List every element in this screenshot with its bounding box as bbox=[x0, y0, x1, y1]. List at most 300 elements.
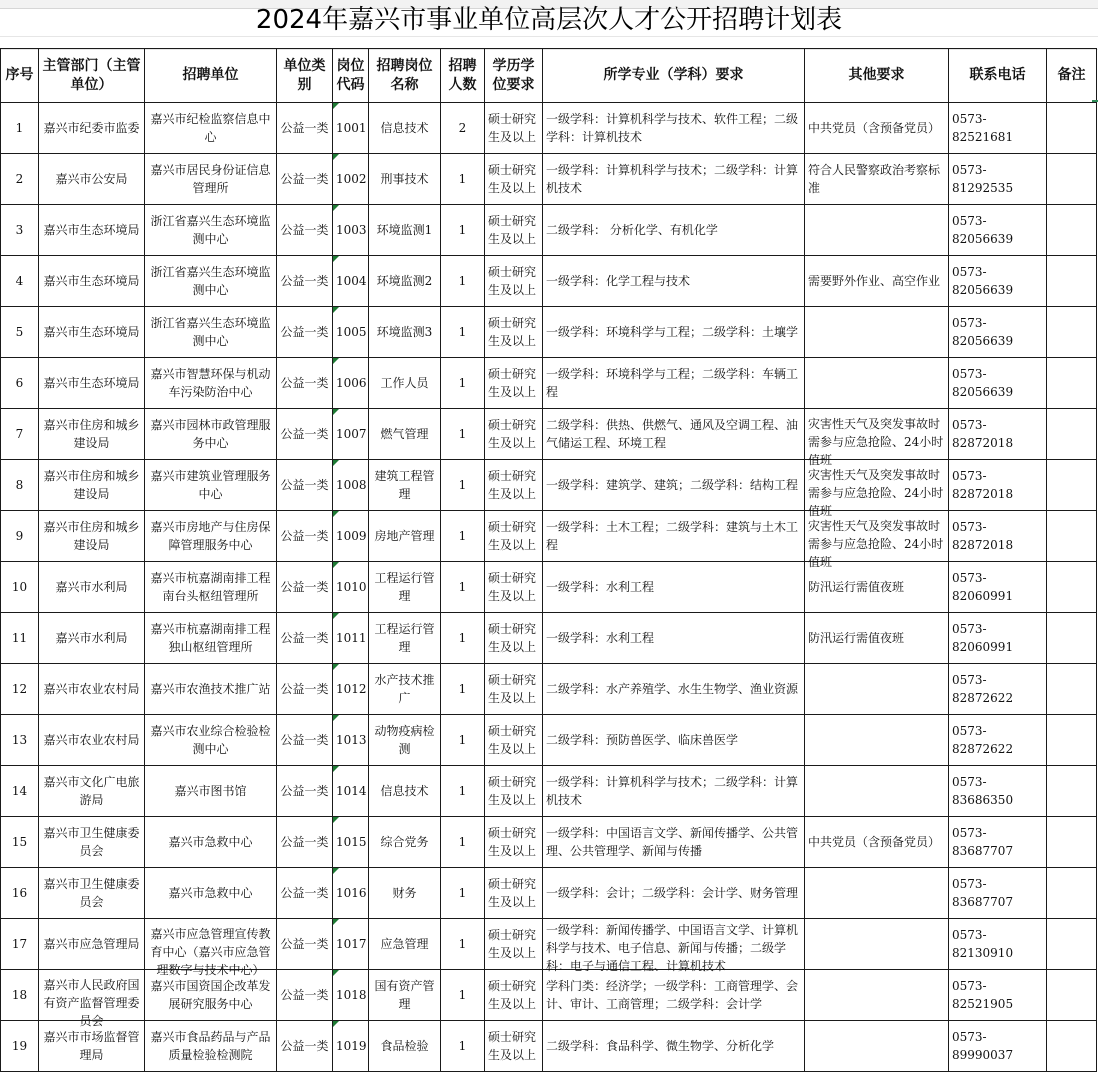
cell-major[interactable] bbox=[543, 970, 805, 1021]
cell-type[interactable] bbox=[277, 970, 333, 1021]
cell-major-text: 一级学科：环境科学与工程；二级学科：车辆工程 bbox=[546, 367, 799, 399]
cell-seq[interactable] bbox=[1, 358, 39, 409]
cell-note[interactable] bbox=[1047, 1021, 1097, 1072]
cell-type[interactable] bbox=[277, 358, 333, 409]
cell-unit[interactable] bbox=[145, 970, 277, 1021]
cell-phone-text: 0573-82872622 bbox=[952, 673, 1014, 705]
header-row bbox=[1, 49, 1097, 103]
cell-code[interactable] bbox=[333, 307, 369, 358]
cell-seq[interactable] bbox=[1, 664, 39, 715]
cell-edu-text: 硕士研究生及以上 bbox=[488, 418, 537, 450]
cell-unit[interactable] bbox=[145, 919, 277, 977]
cell-code[interactable] bbox=[333, 154, 369, 205]
cell-major[interactable] bbox=[543, 154, 805, 205]
cell-note[interactable] bbox=[1047, 205, 1097, 256]
cell-type[interactable] bbox=[277, 1021, 333, 1072]
cell-post[interactable] bbox=[369, 868, 441, 919]
cell-phone[interactable] bbox=[949, 817, 1047, 868]
cell-edu[interactable] bbox=[485, 715, 543, 766]
cell-edu[interactable] bbox=[485, 358, 543, 409]
cell-unit[interactable] bbox=[145, 409, 277, 460]
cell-code-text: 1008 bbox=[336, 478, 367, 492]
cell-code[interactable] bbox=[333, 460, 369, 511]
cell-num[interactable] bbox=[441, 154, 485, 205]
cell-seq[interactable] bbox=[1, 256, 39, 307]
cell-edu-text: 硕士研究生及以上 bbox=[488, 775, 537, 807]
cell-code-text: 1013 bbox=[336, 733, 367, 747]
cell-major[interactable] bbox=[543, 766, 805, 817]
cell-major[interactable] bbox=[543, 817, 805, 868]
header-note[interactable]: 备注 bbox=[1047, 49, 1097, 103]
cell-dept[interactable] bbox=[39, 562, 145, 613]
cell-num[interactable] bbox=[441, 715, 485, 766]
cell-note[interactable] bbox=[1047, 511, 1097, 562]
cell-edu-text: 硕士研究生及以上 bbox=[488, 520, 537, 552]
cell-major[interactable] bbox=[543, 256, 805, 307]
cell-dept[interactable] bbox=[39, 919, 145, 970]
cell-code[interactable] bbox=[333, 103, 369, 154]
cell-edu[interactable] bbox=[485, 1021, 543, 1072]
cell-dept-text: 嘉兴市水利局 bbox=[55, 631, 128, 645]
cell-note[interactable] bbox=[1047, 409, 1097, 460]
cell-code[interactable] bbox=[333, 613, 369, 664]
cell-note[interactable] bbox=[1047, 664, 1097, 715]
cell-edu[interactable] bbox=[485, 409, 543, 460]
cell-code[interactable] bbox=[333, 766, 369, 817]
cell-phone[interactable] bbox=[949, 358, 1047, 409]
cell-note[interactable] bbox=[1047, 256, 1097, 307]
cell-num[interactable] bbox=[441, 970, 485, 1021]
cell-phone-text: 0573-82521905 bbox=[952, 979, 1014, 1011]
cell-post[interactable] bbox=[369, 511, 441, 562]
cell-note[interactable] bbox=[1047, 970, 1097, 1021]
cell-unit[interactable] bbox=[145, 256, 277, 307]
header-type[interactable]: 单位类别 bbox=[277, 49, 333, 103]
cell-num[interactable] bbox=[441, 358, 485, 409]
cell-post[interactable] bbox=[369, 766, 441, 817]
cell-other[interactable] bbox=[805, 307, 949, 358]
cell-num[interactable] bbox=[441, 868, 485, 919]
cell-note[interactable] bbox=[1047, 919, 1097, 970]
header-num[interactable]: 招聘人数 bbox=[441, 49, 485, 103]
cell-post[interactable] bbox=[369, 613, 441, 664]
cell-other[interactable] bbox=[805, 766, 949, 817]
cell-major-text: 一级学科：环境科学与工程；二级学科：土壤学 bbox=[546, 325, 799, 339]
cell-edu-text: 硕士研究生及以上 bbox=[488, 469, 537, 501]
cell-seq[interactable] bbox=[1, 766, 39, 817]
cell-unit[interactable] bbox=[145, 1021, 277, 1072]
cell-dept[interactable] bbox=[39, 358, 145, 409]
cell-code[interactable] bbox=[333, 664, 369, 715]
cell-unit-text: 嘉兴市智慧环保与机动车污染防治中心 bbox=[150, 367, 271, 399]
cell-num[interactable] bbox=[441, 307, 485, 358]
cell-unit[interactable] bbox=[145, 715, 277, 766]
cell-unit-text: 嘉兴市农业综合检验检测中心 bbox=[150, 724, 271, 756]
cell-num[interactable] bbox=[441, 766, 485, 817]
cell-edu[interactable] bbox=[485, 511, 543, 562]
cell-code[interactable] bbox=[333, 715, 369, 766]
cell-other[interactable] bbox=[805, 205, 949, 256]
cell-other[interactable] bbox=[805, 613, 949, 664]
cell-dept[interactable] bbox=[39, 460, 145, 511]
cell-code[interactable] bbox=[333, 409, 369, 460]
cell-num[interactable] bbox=[441, 511, 485, 562]
cell-seq[interactable] bbox=[1, 307, 39, 358]
cell-unit[interactable] bbox=[145, 511, 277, 562]
cell-note[interactable] bbox=[1047, 613, 1097, 664]
cell-type[interactable] bbox=[277, 664, 333, 715]
cell-num-text: 1 bbox=[458, 937, 467, 951]
cell-dept[interactable] bbox=[39, 103, 145, 154]
cell-type[interactable] bbox=[277, 613, 333, 664]
cell-unit-text: 嘉兴市居民身份证信息管理所 bbox=[150, 163, 271, 195]
cell-seq-text: 8 bbox=[15, 478, 24, 492]
cell-seq[interactable] bbox=[1, 511, 39, 562]
cell-major[interactable] bbox=[543, 919, 805, 973]
cell-post[interactable] bbox=[369, 715, 441, 766]
cell-code[interactable] bbox=[333, 205, 369, 256]
cell-post-text: 房地产管理 bbox=[374, 529, 435, 543]
cell-phone[interactable] bbox=[949, 409, 1047, 460]
cell-phone[interactable] bbox=[949, 919, 1047, 970]
cell-type-text: 公益一类 bbox=[280, 325, 329, 339]
cell-post[interactable] bbox=[369, 409, 441, 460]
header-unit[interactable]: 招聘单位 bbox=[145, 49, 277, 103]
header-seq[interactable]: 序号 bbox=[1, 49, 39, 103]
cell-num[interactable] bbox=[441, 256, 485, 307]
cell-other[interactable] bbox=[805, 256, 949, 307]
cell-post-text: 国有资产管理 bbox=[374, 979, 435, 1011]
cell-other[interactable] bbox=[805, 103, 949, 154]
cell-seq-text: 9 bbox=[15, 529, 24, 543]
cell-unit[interactable] bbox=[145, 817, 277, 868]
cell-unit[interactable] bbox=[145, 868, 277, 919]
cell-num[interactable] bbox=[441, 664, 485, 715]
cell-dept[interactable] bbox=[39, 205, 145, 256]
cell-unit[interactable] bbox=[145, 562, 277, 613]
cell-seq[interactable] bbox=[1, 868, 39, 919]
cell-dept[interactable] bbox=[39, 970, 145, 1028]
cell-major-text: 二级学科：食品科学、微生物学、分析化学 bbox=[546, 1039, 775, 1053]
cell-note[interactable] bbox=[1047, 817, 1097, 868]
cell-type[interactable] bbox=[277, 817, 333, 868]
cell-major[interactable] bbox=[543, 562, 805, 613]
cell-seq[interactable] bbox=[1, 460, 39, 511]
cell-num[interactable] bbox=[441, 460, 485, 511]
header-phone[interactable]: 联系电话 bbox=[949, 49, 1047, 103]
cell-phone[interactable] bbox=[949, 715, 1047, 766]
cell-seq[interactable] bbox=[1, 919, 39, 970]
cell-edu[interactable] bbox=[485, 664, 543, 715]
cell-seq[interactable] bbox=[1, 817, 39, 868]
cell-unit[interactable] bbox=[145, 358, 277, 409]
cell-seq[interactable] bbox=[1, 103, 39, 154]
cell-edu[interactable] bbox=[485, 919, 543, 970]
cell-num[interactable] bbox=[441, 613, 485, 664]
cell-seq[interactable] bbox=[1, 715, 39, 766]
cell-phone[interactable] bbox=[949, 562, 1047, 613]
cell-note[interactable] bbox=[1047, 562, 1097, 613]
cell-dept[interactable] bbox=[39, 766, 145, 817]
cell-post[interactable] bbox=[369, 970, 441, 1021]
cell-phone-text: 0573-82872018 bbox=[952, 418, 1014, 450]
cell-edu[interactable] bbox=[485, 562, 543, 613]
header-dept[interactable]: 主管部门（主管单位） bbox=[39, 49, 145, 103]
cell-dept[interactable] bbox=[39, 817, 145, 868]
cell-post[interactable] bbox=[369, 307, 441, 358]
cell-edu[interactable] bbox=[485, 205, 543, 256]
cell-other[interactable] bbox=[805, 817, 949, 868]
cell-type[interactable] bbox=[277, 409, 333, 460]
cell-unit-text: 浙江省嘉兴生态环境监测中心 bbox=[150, 265, 271, 297]
cell-seq[interactable] bbox=[1, 562, 39, 613]
cell-dept-text: 嘉兴市公安局 bbox=[55, 172, 128, 186]
cell-post[interactable] bbox=[369, 817, 441, 868]
cell-phone[interactable] bbox=[949, 205, 1047, 256]
table-row bbox=[1, 103, 1097, 154]
cell-note[interactable] bbox=[1047, 103, 1097, 154]
cell-note[interactable] bbox=[1047, 868, 1097, 919]
table-row bbox=[1, 1021, 1097, 1072]
cell-edu[interactable] bbox=[485, 970, 543, 1021]
cell-other[interactable] bbox=[805, 970, 949, 1021]
cell-phone[interactable] bbox=[949, 511, 1047, 562]
cell-other[interactable] bbox=[805, 460, 949, 518]
cell-num[interactable] bbox=[441, 103, 485, 154]
header-edu[interactable]: 学历学位要求 bbox=[485, 49, 543, 103]
cell-type-text: 公益一类 bbox=[280, 172, 329, 186]
cell-num-text: 1 bbox=[458, 223, 467, 237]
cell-unit[interactable] bbox=[145, 664, 277, 715]
cell-code[interactable] bbox=[333, 970, 369, 1021]
cell-other[interactable] bbox=[805, 1021, 949, 1072]
cell-dept-text: 嘉兴市人民政府国有资产监督管理委员会 bbox=[43, 978, 140, 1028]
cell-post[interactable] bbox=[369, 919, 441, 970]
cell-phone[interactable] bbox=[949, 664, 1047, 715]
cell-major[interactable] bbox=[543, 103, 805, 154]
cell-code[interactable] bbox=[333, 1021, 369, 1072]
cell-major[interactable] bbox=[543, 409, 805, 460]
cell-unit[interactable] bbox=[145, 307, 277, 358]
cell-type[interactable] bbox=[277, 154, 333, 205]
cell-edu-text: 硕士研究生及以上 bbox=[488, 673, 537, 705]
cell-num[interactable] bbox=[441, 817, 485, 868]
cell-code[interactable] bbox=[333, 511, 369, 562]
cell-edu[interactable] bbox=[485, 103, 543, 154]
cell-unit[interactable] bbox=[145, 205, 277, 256]
cell-note[interactable] bbox=[1047, 154, 1097, 205]
cell-major-text: 一级学科：建筑学、建筑；二级学科：结构工程 bbox=[546, 478, 799, 492]
cell-num[interactable] bbox=[441, 409, 485, 460]
header-major[interactable]: 所学专业（学科）要求 bbox=[543, 49, 805, 103]
cell-edu[interactable] bbox=[485, 460, 543, 511]
cell-code-text: 1002 bbox=[336, 172, 367, 186]
cell-phone[interactable] bbox=[949, 868, 1047, 919]
cell-edu[interactable] bbox=[485, 154, 543, 205]
cell-phone[interactable] bbox=[949, 307, 1047, 358]
cell-post-text: 工程运行管理 bbox=[374, 622, 435, 654]
cell-post[interactable] bbox=[369, 205, 441, 256]
cell-edu-text: 硕士研究生及以上 bbox=[488, 265, 537, 297]
cell-post[interactable] bbox=[369, 1021, 441, 1072]
cell-edu[interactable] bbox=[485, 868, 543, 919]
cell-type[interactable] bbox=[277, 868, 333, 919]
cell-note[interactable] bbox=[1047, 766, 1097, 817]
cell-dept[interactable] bbox=[39, 154, 145, 205]
cell-code[interactable] bbox=[333, 256, 369, 307]
cell-seq[interactable] bbox=[1, 613, 39, 664]
cell-unit[interactable] bbox=[145, 766, 277, 817]
cell-edu[interactable] bbox=[485, 307, 543, 358]
cell-phone-text: 0573-89990037 bbox=[952, 1030, 1014, 1062]
cell-unit[interactable] bbox=[145, 103, 277, 154]
cell-post[interactable] bbox=[369, 103, 441, 154]
cell-code[interactable] bbox=[333, 562, 369, 613]
cell-phone[interactable] bbox=[949, 970, 1047, 1021]
cell-edu[interactable] bbox=[485, 256, 543, 307]
cell-other[interactable] bbox=[805, 919, 949, 970]
cell-major[interactable] bbox=[543, 307, 805, 358]
table-row bbox=[1, 664, 1097, 715]
cell-major[interactable] bbox=[543, 664, 805, 715]
cell-edu[interactable] bbox=[485, 817, 543, 868]
cell-other-text: 中共党员（含预备党员） bbox=[808, 121, 941, 135]
cell-type[interactable] bbox=[277, 715, 333, 766]
cell-code-text: 1009 bbox=[336, 529, 367, 543]
cell-type[interactable] bbox=[277, 766, 333, 817]
header-other[interactable]: 其他要求 bbox=[805, 49, 949, 103]
cell-dept[interactable] bbox=[39, 1021, 145, 1072]
cell-major[interactable] bbox=[543, 613, 805, 664]
cell-major[interactable] bbox=[543, 358, 805, 409]
header-post[interactable]: 招聘岗位名称 bbox=[369, 49, 441, 103]
cell-major[interactable] bbox=[543, 1021, 805, 1072]
cell-seq-text: 18 bbox=[11, 988, 28, 1002]
cell-unit-text: 嘉兴市图书馆 bbox=[174, 784, 247, 798]
cell-unit-text: 嘉兴市急救中心 bbox=[168, 835, 253, 849]
cell-type[interactable] bbox=[277, 307, 333, 358]
cell-code[interactable] bbox=[333, 358, 369, 409]
cell-dept[interactable] bbox=[39, 868, 145, 919]
cell-seq[interactable] bbox=[1, 1021, 39, 1072]
cell-seq[interactable] bbox=[1, 970, 39, 1021]
cell-edu[interactable] bbox=[485, 766, 543, 817]
table-row bbox=[1, 358, 1097, 409]
cell-dept[interactable] bbox=[39, 409, 145, 460]
cell-type[interactable] bbox=[277, 919, 333, 970]
cell-major[interactable] bbox=[543, 460, 805, 511]
cell-phone[interactable] bbox=[949, 103, 1047, 154]
table-row bbox=[1, 766, 1097, 817]
cell-other-text: 灾害性天气及突发事故时需参与应急抢险、24小时值班 bbox=[808, 468, 944, 518]
cell-dept[interactable] bbox=[39, 307, 145, 358]
cell-note[interactable] bbox=[1047, 460, 1097, 511]
cell-post[interactable] bbox=[369, 256, 441, 307]
cell-num[interactable] bbox=[441, 1021, 485, 1072]
cell-dept[interactable] bbox=[39, 256, 145, 307]
cell-num-text: 1 bbox=[458, 376, 467, 390]
cell-phone[interactable] bbox=[949, 460, 1047, 511]
cell-num[interactable] bbox=[441, 562, 485, 613]
cell-other[interactable] bbox=[805, 409, 949, 467]
cell-major[interactable] bbox=[543, 511, 805, 562]
cell-note[interactable] bbox=[1047, 358, 1097, 409]
table-row bbox=[1, 409, 1097, 460]
cell-other[interactable] bbox=[805, 154, 949, 205]
cell-unit[interactable] bbox=[145, 460, 277, 511]
cell-code[interactable] bbox=[333, 919, 369, 970]
cell-type[interactable] bbox=[277, 103, 333, 154]
cell-unit[interactable] bbox=[145, 154, 277, 205]
cell-other[interactable] bbox=[805, 868, 949, 919]
cell-edu[interactable] bbox=[485, 613, 543, 664]
cell-unit[interactable] bbox=[145, 613, 277, 664]
cell-phone-text: 0573-82056639 bbox=[952, 265, 1014, 297]
cell-post-text: 财务 bbox=[392, 886, 417, 900]
cell-type[interactable] bbox=[277, 562, 333, 613]
cell-type[interactable] bbox=[277, 205, 333, 256]
cell-note[interactable] bbox=[1047, 307, 1097, 358]
cell-post[interactable] bbox=[369, 562, 441, 613]
cell-post[interactable] bbox=[369, 664, 441, 715]
cell-major-text: 二级学科： 分析化学、有机化学 bbox=[546, 223, 718, 237]
cell-type[interactable] bbox=[277, 460, 333, 511]
cell-type[interactable] bbox=[277, 511, 333, 562]
cell-code-text: 1006 bbox=[336, 376, 367, 390]
cell-type-text: 公益一类 bbox=[280, 478, 329, 492]
cell-other[interactable] bbox=[805, 511, 949, 569]
cell-seq[interactable] bbox=[1, 205, 39, 256]
cell-edu-text: 硕士研究生及以上 bbox=[488, 112, 537, 144]
cell-code[interactable] bbox=[333, 868, 369, 919]
cell-phone[interactable] bbox=[949, 256, 1047, 307]
cell-major[interactable] bbox=[543, 868, 805, 919]
cell-phone[interactable] bbox=[949, 154, 1047, 205]
cell-phone-text: 0573-82872622 bbox=[952, 724, 1014, 756]
cell-code[interactable] bbox=[333, 817, 369, 868]
cell-other[interactable] bbox=[805, 358, 949, 409]
cell-post[interactable] bbox=[369, 154, 441, 205]
cell-post[interactable] bbox=[369, 460, 441, 511]
cell-seq[interactable] bbox=[1, 154, 39, 205]
cell-edu-text: 硕士研究生及以上 bbox=[488, 877, 537, 909]
cell-type-text: 公益一类 bbox=[280, 733, 329, 747]
cell-num[interactable] bbox=[441, 919, 485, 970]
cell-dept[interactable] bbox=[39, 664, 145, 715]
table-row bbox=[1, 868, 1097, 919]
cell-major[interactable] bbox=[543, 715, 805, 766]
cell-type[interactable] bbox=[277, 256, 333, 307]
cell-post[interactable] bbox=[369, 358, 441, 409]
cell-num-text: 1 bbox=[458, 274, 467, 288]
cell-phone[interactable] bbox=[949, 766, 1047, 817]
cell-other[interactable] bbox=[805, 715, 949, 766]
cell-phone[interactable] bbox=[949, 613, 1047, 664]
cell-phone-text: 0573-82056639 bbox=[952, 316, 1014, 348]
cell-seq[interactable] bbox=[1, 409, 39, 460]
cell-num[interactable] bbox=[441, 205, 485, 256]
cell-dept[interactable] bbox=[39, 511, 145, 562]
cell-other[interactable] bbox=[805, 664, 949, 715]
cell-note[interactable] bbox=[1047, 715, 1097, 766]
table-row bbox=[1, 562, 1097, 613]
cell-major[interactable] bbox=[543, 205, 805, 256]
cell-phone[interactable] bbox=[949, 1021, 1047, 1072]
cell-post-text: 动物疫病检测 bbox=[374, 724, 435, 756]
header-code[interactable]: 岗位代码 bbox=[333, 49, 369, 103]
cell-dept[interactable] bbox=[39, 613, 145, 664]
cell-dept[interactable] bbox=[39, 715, 145, 766]
